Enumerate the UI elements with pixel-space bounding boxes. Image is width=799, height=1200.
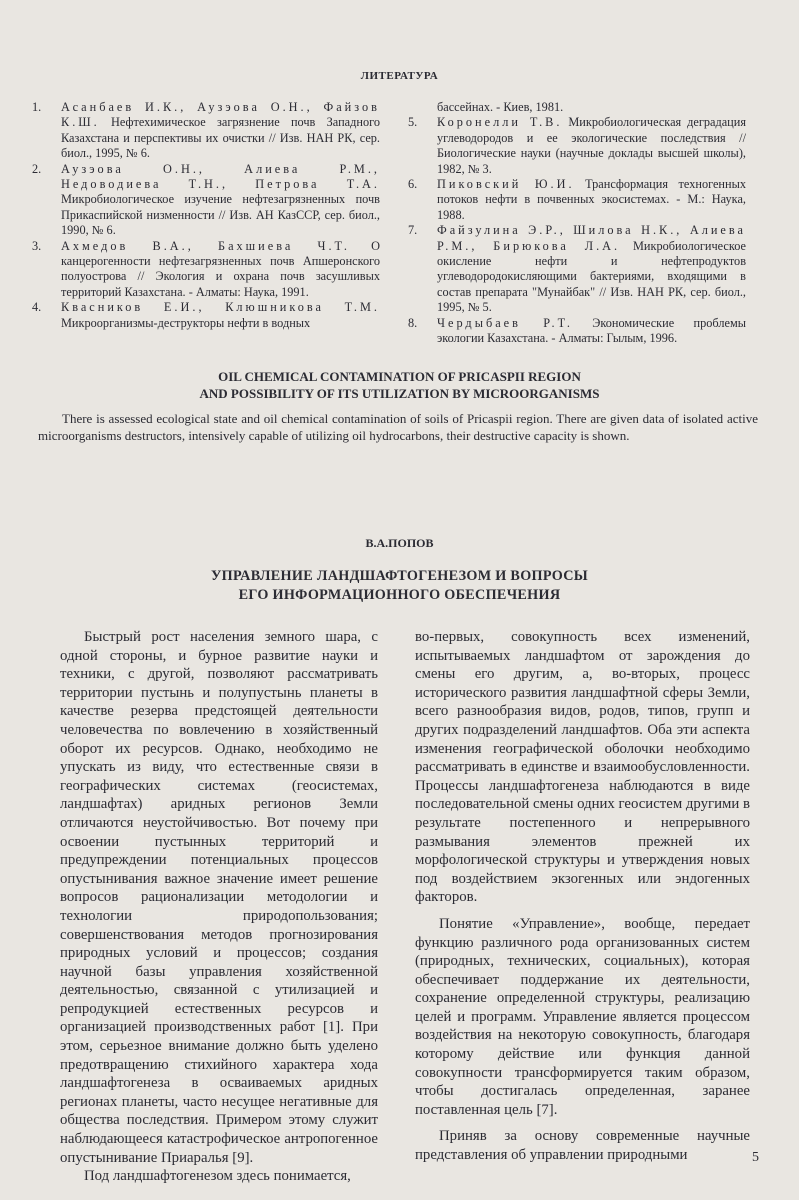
reference-text: Микробиологическое изучение нефтезагрязненных почв Прикаспийской низменности // Изв. АН КазССР, сер. биол., 1990, № 6. [61, 192, 380, 238]
reference-item [408, 115, 746, 177]
reference-number: 5. [408, 115, 418, 130]
reference-item [32, 162, 380, 239]
reference-author: Пиковский Ю.И. [437, 177, 575, 192]
reference-text: Микроорганизмы-деструкторы нефти в водных [61, 315, 311, 330]
reference-text: бассейнах. - Киев, 1981. [437, 100, 564, 114]
article-title-line-1: УПРАВЛЕНИЕ ЛАНДШАФТОГЕНЕЗОМ И ВОПРОСЫ [210, 568, 589, 584]
reference-number: 3. [32, 238, 42, 253]
reference-text: О канцерогенности нефтезагрязненных почв Апшеронского полуострова // Экология и охрана почв засушливых территорий Казахстана. - Алматы: Наука, 1991. [61, 238, 380, 299]
reference-text: Экономические проблемы экологии Казахстана. - Алматы: Гылым, 1996. [437, 315, 746, 346]
reference-number: 2. [32, 161, 42, 176]
references-right-column [408, 100, 746, 347]
references-left-column [32, 100, 380, 331]
reference-text: Нефтехимическое загрязнение почв Западного Казахстана и перспективы их очистки // Изв. НАН РК, сер. биол., 1995, № 6. [61, 115, 380, 161]
reference-number: 6. [408, 177, 418, 192]
reference-author: Коронелли Т.В. [437, 115, 563, 130]
reference-number: 7. [408, 223, 418, 238]
reference-author: Ахмедов В.А., Бахшиева Ч.Т. [61, 238, 350, 253]
body-paragraph: Приняв за основу современные научные представления об управлении природными [415, 1128, 750, 1164]
body-paragraph: Быстрый рост населения земного шара, с одной стороны, и бурное развитие науки и техники, с другой, позволяют рассматривать территории пустынь и полупустынь планеты в качестве резерва предстоящей деятельности человечества по вовлечению в хозяйственный оборот их ресурсов. Однако, необходимо не упускать из виду, что естественные связи в географических системах (геосистемах, ландшафтах) аридных регионов Земли отличаются неустойчивостью. Вот почему при освоении пустынных территорий и предупреждении потенциальных процессов опустынивания важное значение имеет решение вопросов рационализации методологии и технологии природопользования; совершенствования методов прогнозирования природных условий и процессов; создания научной базы управления хозяйственной деятельностью, связанной с утилизацией и репродукцией естественных ресурсов и организацией производственных работ [1]. При этом, серьезное внимание должно быть уделено предотвращению стихийного характера хода ландшафтогенеза в осваиваемых аридных регионах планеты, часто несущее негативные для общества последствия. Примером этому служит наблюдающееся катастрофическое антропогенное опустынивание Приаралья [9]. [60, 629, 378, 1166]
article-title-line-2: ЕГО ИНФОРМАЦИОННОГО ОБЕСПЕЧЕНИЯ [238, 587, 561, 603]
reference-item [32, 300, 380, 331]
english-title-line-2: AND POSSIBILITY OF ITS UTILIZATION BY MICROORGANISMS [199, 386, 600, 401]
reference-text: Микробиологическое окисление нефти и нефтепродуктов углеводородокисляющими бактериями, входящими в состав препарата "Мунайбак" // Изв. НАН РК, сер. биол., 1995, № 5. [437, 238, 746, 315]
english-summary-title [0, 368, 799, 402]
reference-number: 8. [408, 315, 418, 330]
reference-author: Чердыбаев Р.Т. [437, 315, 573, 330]
article-right-column [415, 628, 750, 1165]
reference-item [408, 223, 746, 315]
reference-text: Трансформация техногенных потоков нефти в почвенных экосистемах. - М.: Наука, 1988. [437, 177, 747, 222]
reference-number: 4. [32, 300, 42, 315]
body-paragraph: во-первых, совокупность всех изменений, испытываемых ландшафтом от зарождения до смены его другим, а, во-вторых, процесс исторического развития ландшафтной сферы Земли, всего разнообразия видов, родов, типов, групп и других подразделений ландшафтов. Оба эти аспекта изменения географической оболочки необходимо рассматривать в единстве и взаимообусловленности. Процессы ландшафтогенеза наблюдаются в виде последовательной смены одних геосистем другими в результате постепенного и непрерывного размывания элементов прежней их морфологической структуры и утверждения новых под воздействием экзогенных или эндогенных факторов. [415, 629, 750, 906]
body-paragraph: Понятие «Управление», вообще, передает функцию различного рода организованных систем (природных, технических, социальных), которая обеспечивает поддержание их деятельности, сохранение определенной структуры, реализацию целей и программ. Управление является процессом воздействия на некоторую совокупность, благодаря которому действие или функция данной совокупности трансформируется таким образом, чтобы достигалась определенная, заранее поставленная цель [7]. [415, 915, 750, 1118]
reference-text: Микробиологическая деградация углеводородов и ее экологические последствия // Биологические науки (научные доклады высшей школы), 1982, № 3. [437, 115, 746, 176]
english-title-line-1: OIL CHEMICAL CONTAMINATION OF PRICASPII REGION [218, 369, 581, 384]
reference-author: Аузэова О.Н., Алиева Р.М., Недоводиева Т.Н., Петрова Т.А. [61, 161, 380, 192]
reference-author: Файзулина Э.Р., Шилова Н.К., Алиева Р.М., Бирюкова Л.А. [437, 223, 746, 253]
body-paragraph: Под ландшафтогенезом здесь понимается, [84, 1168, 351, 1185]
reference-item [32, 239, 380, 301]
reference-number: 1. [32, 100, 42, 114]
reference-item [408, 316, 746, 347]
reference-item [32, 100, 380, 162]
reference-author: Асанбаев И.К., Аузэова О.Н., Файзов К.Ш. [61, 100, 380, 130]
reference-item [408, 177, 746, 223]
article-author: В.А.ПОПОВ [365, 536, 434, 550]
literature-heading: ЛИТЕРАТУРА [360, 70, 439, 82]
page-number: 5 [752, 1150, 759, 1165]
article-title [0, 567, 799, 605]
article-left-column [60, 628, 378, 1186]
reference-continuation [408, 100, 746, 115]
reference-author: Квасников Е.И., Клюшникова Т.М. [61, 300, 380, 315]
english-abstract: There is assessed ecological state and oil chemical contamination of soils of Pricaspii region. There are given data of isolated active microorganisms destructors, intensively capable of utilizing oil hydrocarbons, their destructive capacity is shown. [38, 411, 758, 443]
